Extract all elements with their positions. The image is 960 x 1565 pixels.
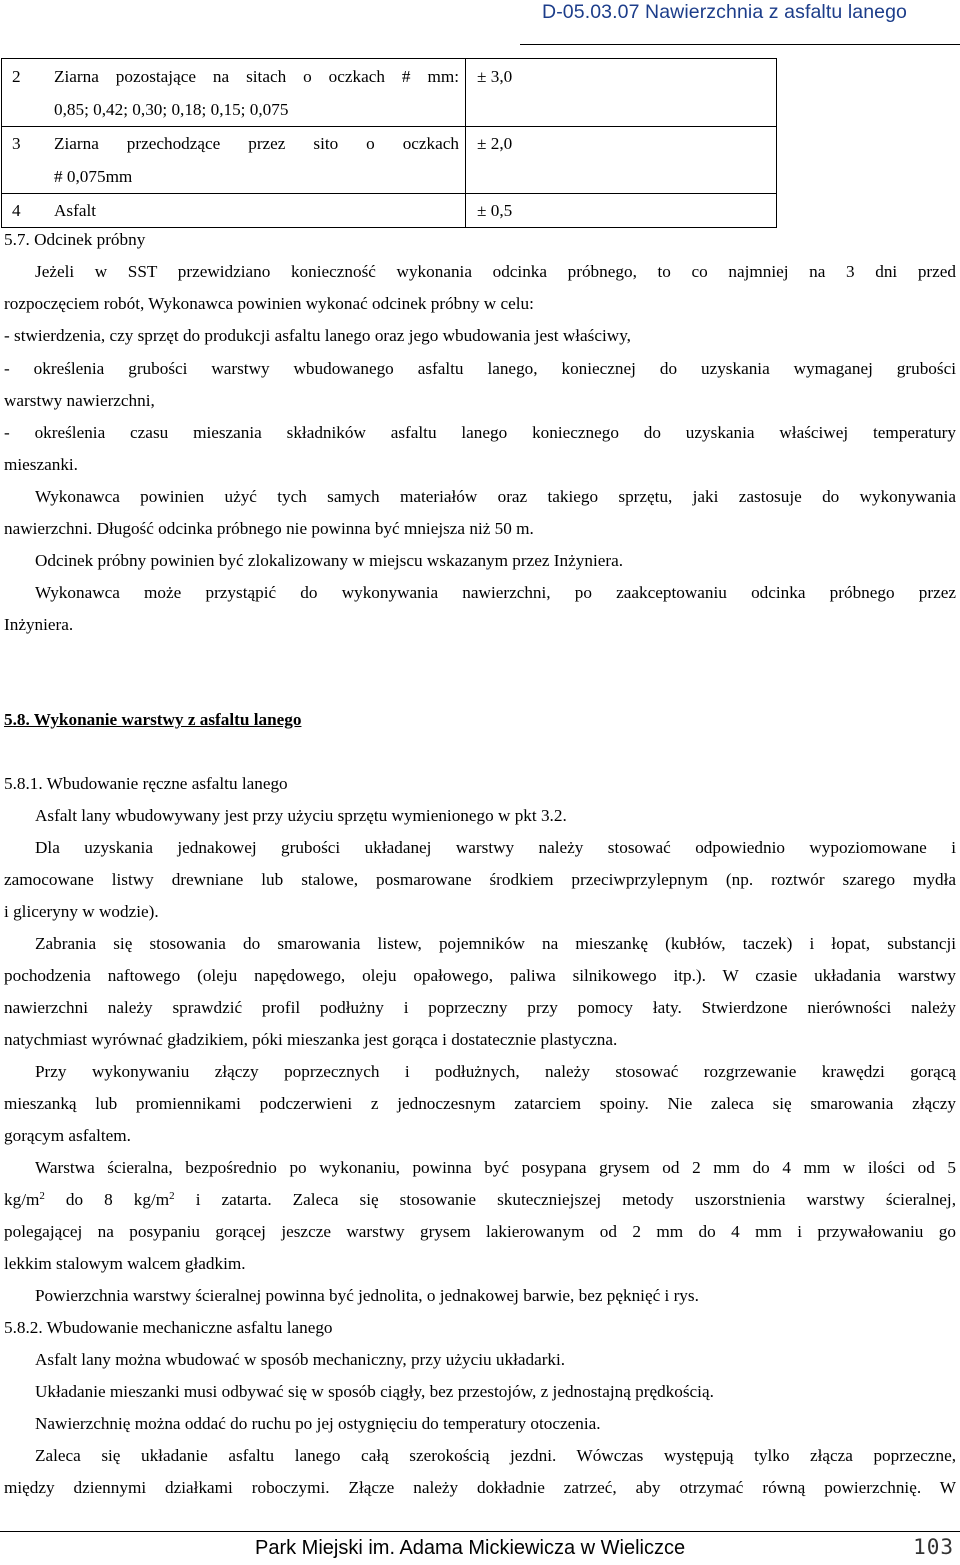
paragraph-line: Nawierzchnię można oddać do ruchu po jej ostygnięciu do temperatury otoczenia.	[35, 1414, 601, 1433]
unit-text: do 8 kg/m	[44, 1190, 170, 1209]
row-description-line1: Ziarna pozostające na sitach o oczkach # mm:	[54, 67, 459, 86]
paragraph-line: Asfalt lany można wbudować w sposób mechaniczny, przy użyciu układarki.	[35, 1350, 566, 1369]
paragraph-line: Wykonawca powinien użyć tych samych materiałów oraz takiego sprzętu, jaki zastosuje do wykonywania	[35, 487, 956, 506]
row-number: 4	[2, 194, 55, 228]
paragraph-line: Powierzchnia warstwy ścieralnej powinna być jednolita, o jednakowej barwie, bez pęknięć i rys.	[35, 1286, 699, 1305]
footer-title: Park Miejski im. Adama Mickiewicza w Wieliczce	[255, 1537, 686, 1559]
paragraph-line: Układanie mieszanki musi odbywać się w sposób ciągły, bez przestojów, z jednostajną prędkością.	[35, 1382, 714, 1401]
list-item: - stwierdzenia, czy sprzęt do produkcji asfaltu lanego oraz jego wbudowania jest właściwy,	[4, 326, 631, 345]
row-description-line2: # 0,075mm	[54, 167, 133, 186]
table-row	[2, 127, 777, 194]
page-header	[0, 0, 960, 48]
paragraph-line: warstwy nawierzchni,	[4, 391, 155, 410]
paragraph-line: Inżyniera.	[4, 615, 74, 634]
row-description	[54, 59, 466, 127]
paragraph-line: Asfalt lany wbudowywany jest przy użyciu sprzętu wymienionego w pkt 3.2.	[35, 806, 567, 825]
paragraph-line: gorącym asfaltem.	[4, 1126, 131, 1145]
paragraph-line: polegającej na posypaniu gorącej jeszcze warstwy grysem lakierowanym od 2 mm do 4 mm i przywałowaniu go	[4, 1222, 956, 1241]
subsection-heading-5-8-2: 5.8.2. Wbudowanie mechaniczne asfaltu lanego	[4, 1318, 333, 1337]
paragraph-line	[4, 1184, 956, 1216]
paragraph-line: zamocowane listwy drewniane lub stalowe, posmarowane środkiem przeciwprzylepnym (np. roztwór szarego mydła	[4, 870, 956, 889]
row-description-line2: 0,85; 0,42; 0,30; 0,18; 0,15; 0,075	[54, 100, 289, 119]
superscript: 2	[169, 1190, 175, 1202]
section-heading-5-7: 5.7. Odcinek próbny	[4, 230, 146, 249]
paragraph-line: Wykonawca może przystąpić do wykonywania nawierzchni, po zaakceptowaniu odcinka próbnego przez	[35, 583, 956, 602]
row-number: 2	[2, 59, 55, 127]
row-value: ± 2,0	[466, 127, 777, 194]
row-description-line1: Ziarna przechodzące przez sito o oczkach	[54, 134, 459, 153]
paragraph-line: Jeżeli w SST przewidziano konieczność wykonania odcinka próbnego, to co najmniej na 3 dni przed	[35, 262, 956, 281]
sentence-text: i zatarta. Zaleca się stosowanie skuteczniejszej metody uszorstnienia warstwy ścieralnej,	[174, 1190, 956, 1209]
paragraph-line: mieszanką lub promiennikami podczerwieni z jednoczesnym zatarciem spoiny. Nie zaleca się smarowania złączy	[4, 1094, 956, 1113]
paragraph-line: mieszanki.	[4, 455, 78, 474]
list-item: - określenia czasu mieszania składników asfaltu lanego koniecznego do uzyskania właściwej temperatury	[4, 423, 956, 442]
paragraph-line: Zaleca się układanie asfaltu lanego całą szerokością jezdni. Wówczas występują tylko złącza poprzeczne,	[35, 1446, 956, 1465]
paragraph-line: rozpoczęciem robót, Wykonawca powinien wykonać odcinek próbny w celu:	[4, 294, 534, 313]
paragraph-line: Odcinek próbny powinien być zlokalizowany w miejscu wskazanym przez Inżyniera.	[35, 551, 623, 570]
list-item: - określenia grubości warstwy wbudowanego asfaltu lanego, koniecznej do uzyskania wymaganej grubości	[4, 359, 956, 378]
paragraph-line: pochodzenia naftowego (oleju napędowego, oleju opałowego, paliwa silnikowego itp.). W czasie układania warstwy	[4, 966, 956, 985]
paragraph-line: Zabrania się stosowania do smarowania listew, pojemników na mieszankę (kubłów, taczek) i łopat, substancji	[35, 934, 956, 953]
paragraph-line: i gliceryny w wodzie).	[4, 902, 159, 921]
paragraph-line: nawierzchni. Długość odcinka próbnego nie powinna być mniejsza niż 50 m.	[4, 519, 534, 538]
paragraph-line: natychmiast wyrównać gładzikiem, póki mieszanka jest gorąca i dostatecznie plastyczna.	[4, 1030, 618, 1049]
superscript: 2	[39, 1190, 45, 1202]
paragraph-line: między dziennymi działkami roboczymi. Złącze należy dokładnie zatrzeć, aby otrzymać równą powierzchnię. W	[4, 1478, 956, 1497]
header-rule	[520, 44, 960, 45]
table-row	[2, 59, 777, 127]
page-number: 103	[913, 1535, 954, 1559]
row-description: Asfalt	[54, 194, 466, 228]
section-heading-5-8: 5.8. Wykonanie warstwy z asfaltu lanego	[4, 710, 302, 729]
unit-text: kg/m	[4, 1190, 40, 1209]
row-description	[54, 127, 466, 194]
paragraph-line: nawierzchni należy sprawdzić profil podłużny i poprzeczny przy pomocy łaty. Stwierdzone nierówności należy	[4, 998, 956, 1017]
subsection-heading-5-8-1: 5.8.1. Wbudowanie ręczne asfaltu lanego	[4, 774, 288, 793]
paragraph-line: Dla uzyskania jednakowej grubości układanej warstwy należy stosować odpowiednio wypoziomowane i	[35, 838, 956, 857]
table-row	[2, 194, 777, 228]
row-value: ± 3,0	[466, 59, 777, 127]
header-title: D-05.03.07 Nawierzchnia z asfaltu lanego	[542, 1, 907, 23]
footer-rule	[0, 1531, 960, 1532]
row-value: ± 0,5	[466, 194, 777, 228]
tolerance-table	[1, 58, 777, 228]
paragraph-line: Przy wykonywaniu złączy poprzecznych i podłużnych, należy stosować rozgrzewanie krawędzi gorącą	[35, 1062, 956, 1081]
paragraph-line: Warstwa ścieralna, bezpośrednio po wykonaniu, powinna być posypana grysem od 2 mm do 4 mm w ilości od 5	[35, 1158, 956, 1177]
paragraph-line: lekkim stalowym walcem gładkim.	[4, 1254, 246, 1273]
row-number: 3	[2, 127, 55, 194]
